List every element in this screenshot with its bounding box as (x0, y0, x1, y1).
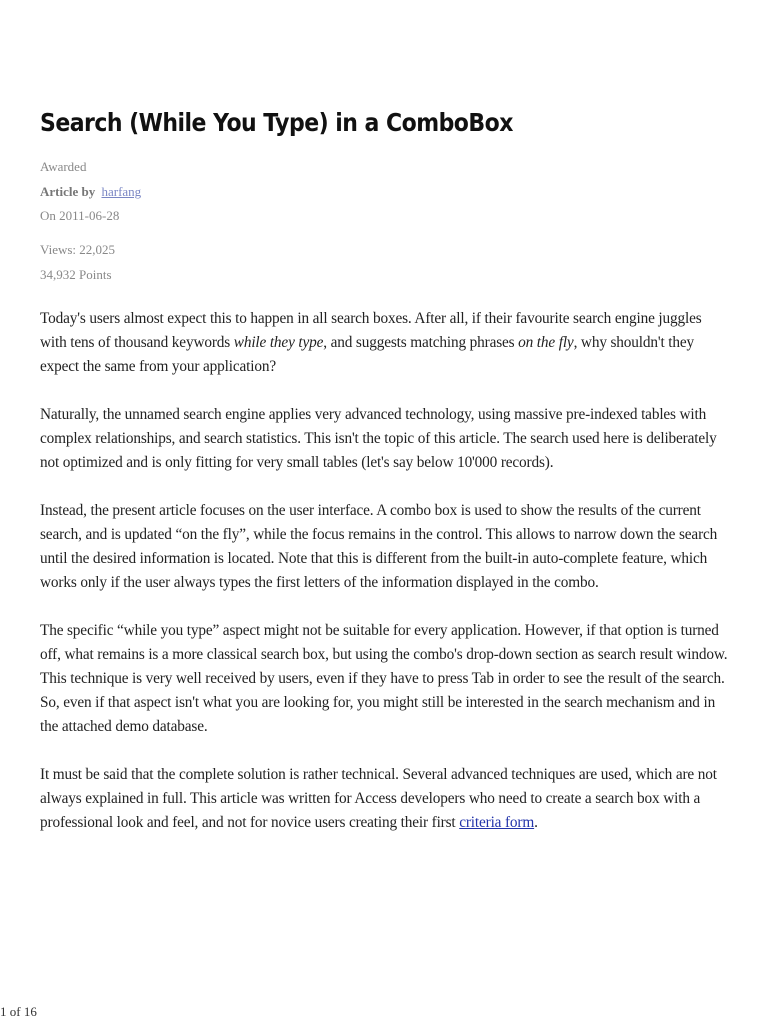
author-label: Article by (40, 184, 96, 199)
paragraph-4: The specific “while you type” aspect might not be suitable for every application. However, if that option is turned off, what remains is a more classical search box, but using the combo's drop-down section as search result window. This technique is very well received by users, even if they have to press Tab in order to see the result of the search. So, even if that aspect isn't what you are looking for, you might still be interested in the search mechanism and in the attached demo database. (40, 622, 728, 735)
views-count: Views: 22,025 (40, 242, 116, 257)
author-link[interactable]: harfang (101, 184, 142, 199)
criteria-form-link[interactable]: criteria form (459, 814, 535, 831)
paragraph-1 (40, 307, 730, 379)
points-count: 34,932 Points (40, 267, 112, 282)
p1-emphasis-while-they-type: while they type (233, 334, 324, 351)
p5-text-a: It must be said that the complete solution is rather technical. Several advanced techniques are used, which are not always explained in full. This article was written for Access developers who need to create a search box with a professional look and feel, and not for novice users creating their first (40, 766, 717, 831)
paragraph-5 (40, 763, 730, 835)
awarded-label: Awarded (40, 159, 87, 174)
author-line (40, 184, 141, 200)
p1-text-a: Today's users almost expect this to happen in all search boxes. After all, if their favourite search engine juggles with tens of thousand keywords (40, 310, 702, 351)
publish-date: On 2011-06-28 (40, 208, 120, 223)
p1-text-c: , and suggests matching phrases (323, 334, 519, 351)
p1-text-e: , why shouldn't they expect the same from your application? (40, 334, 695, 375)
article-body (40, 307, 730, 859)
p5-text-b: . (534, 814, 538, 831)
paragraph-2: Naturally, the unnamed search engine applies very advanced technology, using massive pre-indexed tables with complex relationships, and search statistics. This isn't the topic of this article. The search used here is deliberately not optimized and is only fitting for very small tables (let's say below 10'000 records). (40, 406, 717, 471)
article-title: Search (While You Type) in a ComboBox (40, 108, 513, 137)
page-indicator: 1 of 16 (0, 1004, 37, 1019)
paragraph-3: Instead, the present article focuses on the user interface. A combo box is used to show the results of the current search, and is updated “on the fly”, while the focus remains in the control. This allows to narrow down the search until the desired information is located. Note that this is different from the built-in auto-complete feature, which works only if the user always types the first letters of the information displayed in the combo. (40, 502, 718, 591)
p1-emphasis-on-the-fly: on the fly (518, 334, 574, 351)
